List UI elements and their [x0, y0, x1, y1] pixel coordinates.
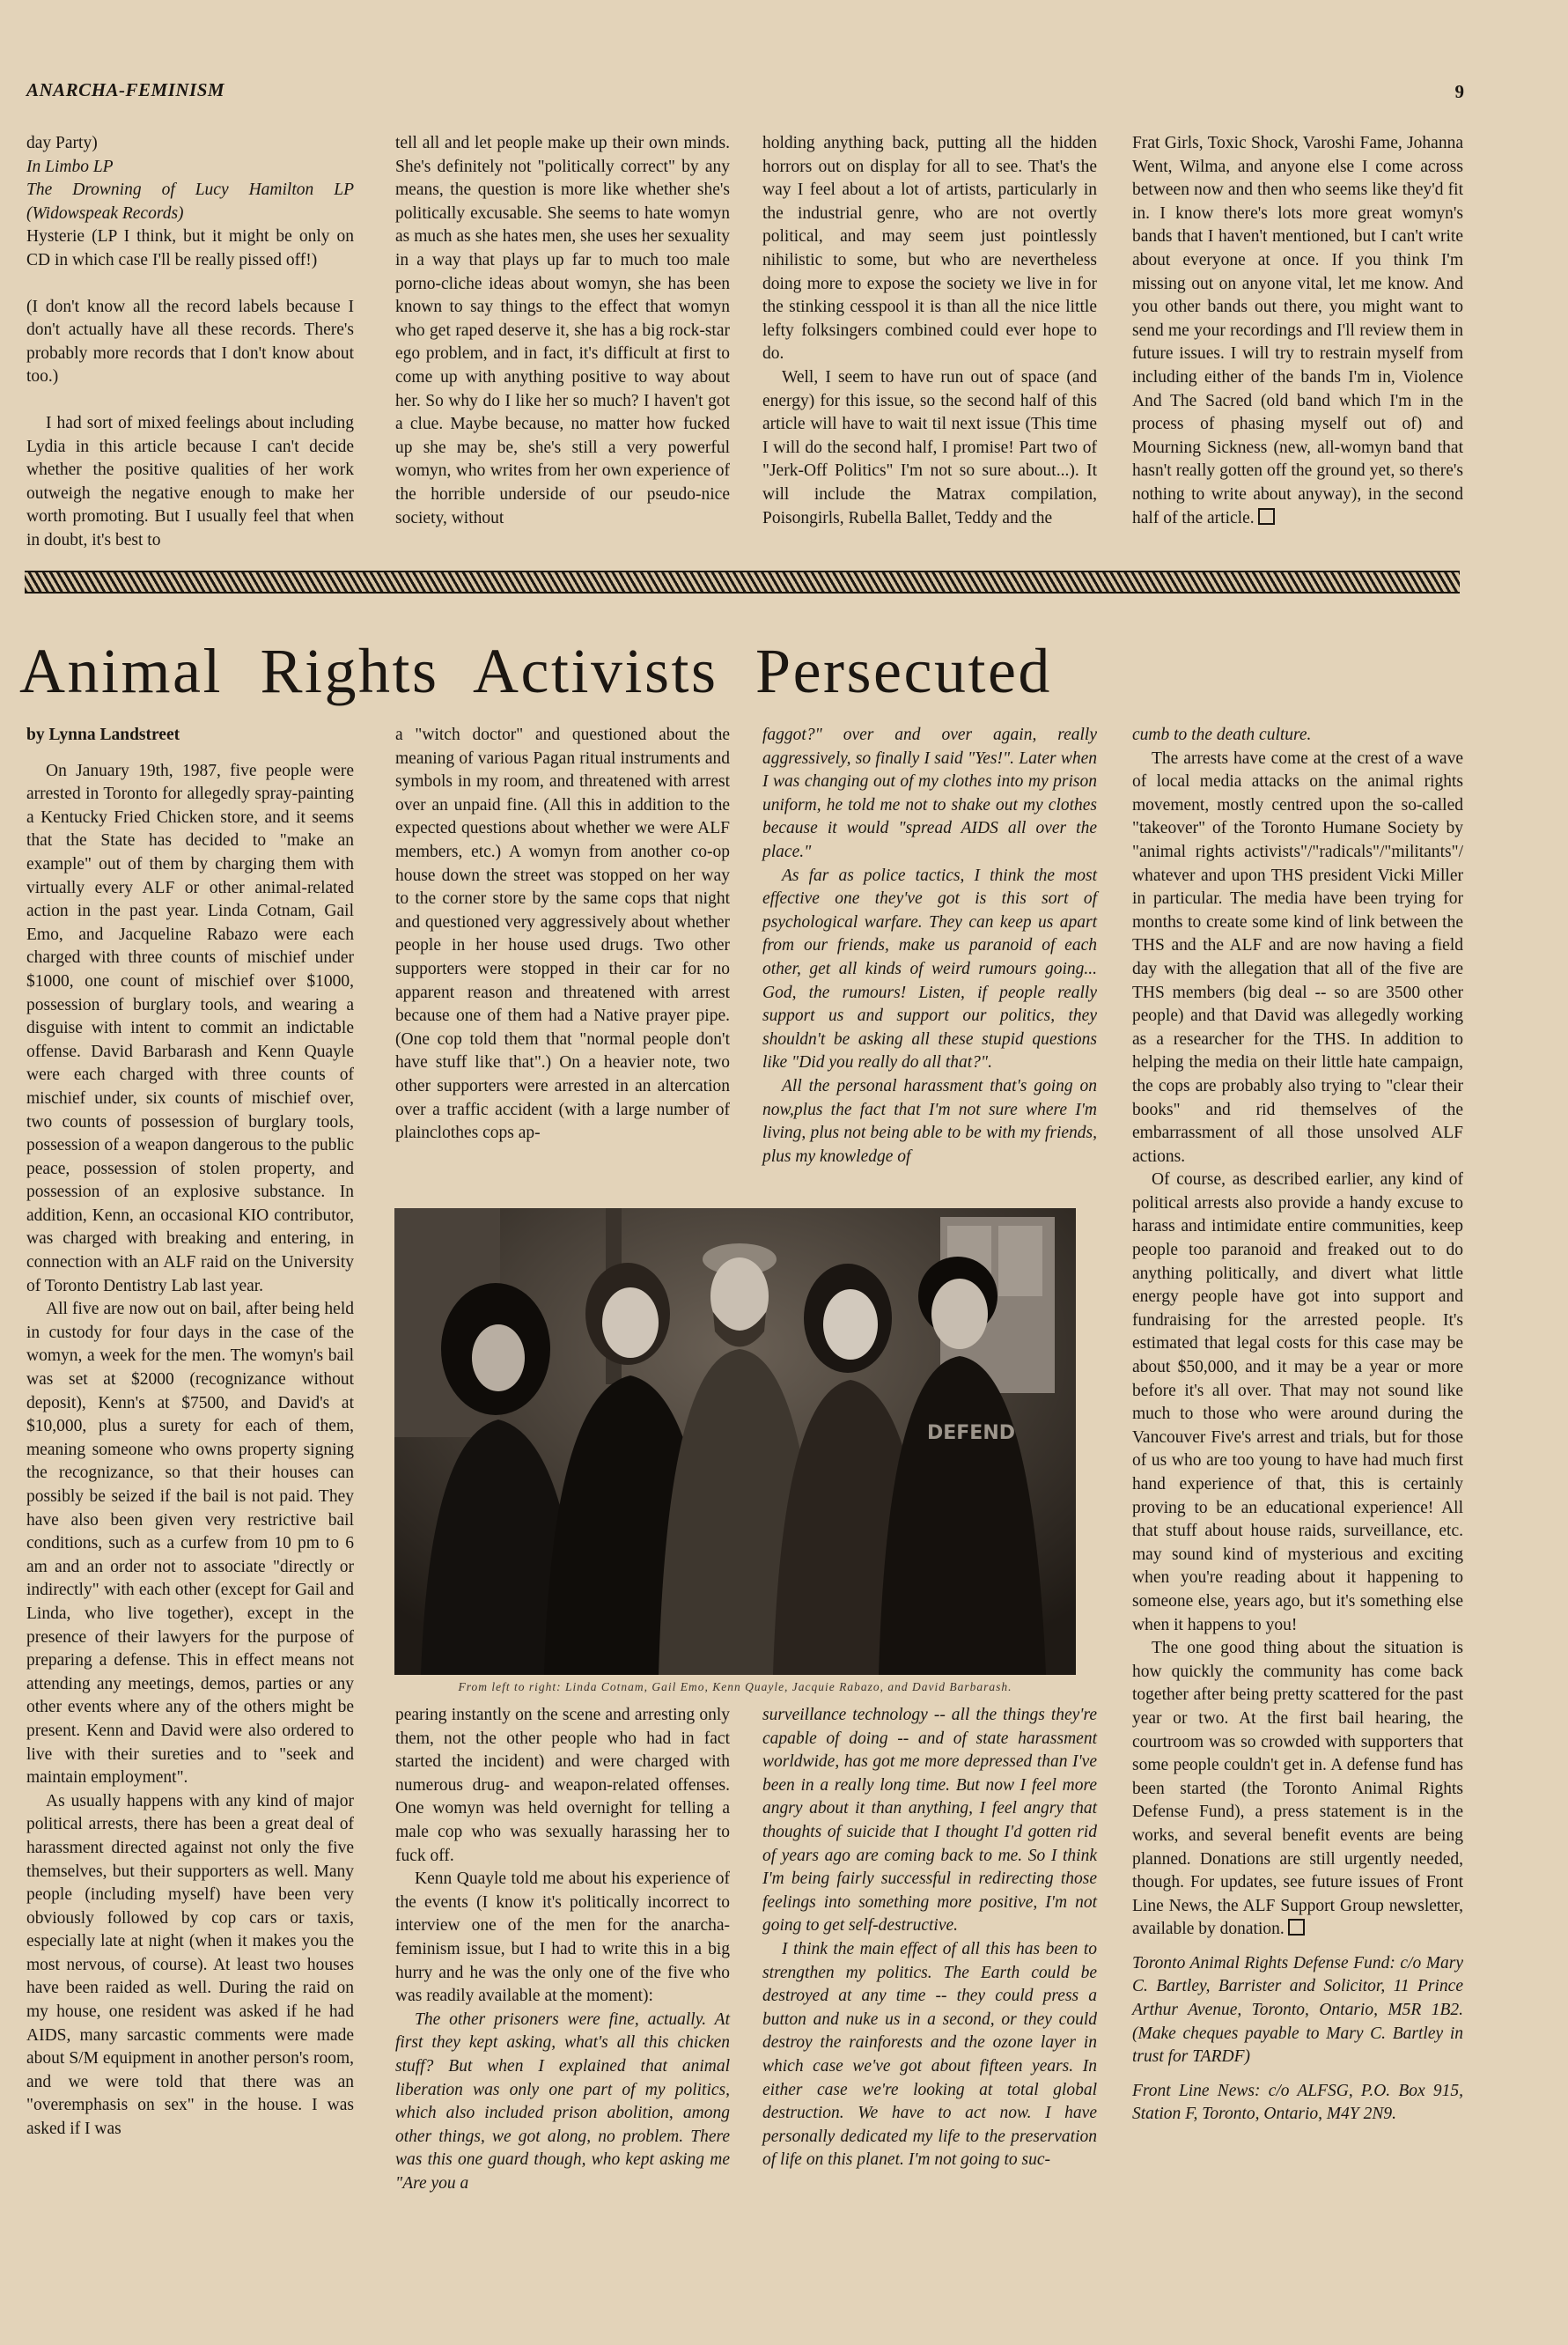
- paragraph: (I don't know all the record labels because I don't actually have all these records. There's probably more records that I don't know about too.): [26, 297, 354, 387]
- article-column-3-bottom: [762, 1704, 1097, 2172]
- headline: Animal Rights Activists Persecuted: [19, 636, 1052, 706]
- paragraph: On January 19th, 1987, five people were arrested in Toronto for allegedly spray-painting a Kentucky Fried Chicken store, and it seems that the State has decided to "make an example" out of them by charging them with virtually every ALF or other animal-related action in the past year. Linda Cotnam, Gail Emo, and Jacqueline Rabazo were each charged with three counts of mischief under $1000, one count of mischief over $1000, possession of burglary tools, and wearing a disguise with intent to commit an indictable offense. David Barbarash and Kenn Quayle were each charged with three counts of mischief under, six counts of mischief over, two counts of possession of burglary tools, possession of a weapon dangerous to the public peace, possession of stolen property, and possession of an explosive substance. In addition, Kenn, an occasional KIO contributor, was charged with breaking and entering, in connection with an ALF raid on the University of Toronto Dentistry Lab last year.: [26, 761, 354, 1295]
- paragraph: Well, I seem to have run out of space (and energy) for this issue, so the second half of this article will have to wait til next issue (This time I will do the second half, I promise! Part two of "Jerk-Off Politics" I'm not so sure about...). It will include the Matrax compilation, Poisongirls, Rubella Ballet, Teddy and the: [762, 367, 1097, 527]
- section-divider: [25, 571, 1460, 594]
- quote-paragraph: faggot?" over and over again, really aggressively, so finally I said "Yes!". Later when I was changing out of my clothes into my prison uniform, he told me not to shake out my clothes because it would "spread AIDS all over the place.": [762, 726, 1097, 861]
- article-column-4: [1132, 724, 1463, 2127]
- paragraph: [1132, 132, 1463, 530]
- quote-paragraph: cumb to the death culture.: [1132, 726, 1312, 744]
- paragraph: [1132, 1637, 1463, 1942]
- contact-address: Front Line News: c/o ALFSG, P.O. Box 915, Station F, Toronto, Ontario, M4Y 2N9.: [1132, 2081, 1463, 2124]
- paragraph: holding anything back, putting all the hidden horrors out on display for all to see. That's the way I feel about a lot of artists, particularly in the industrial genre, who are not overtly political, and may seem just pointlessly nihilistic to some, but who are nevertheless doing more to expose the society we live in for the stinking cesspool it is than all the nice little lefty folksingers combined could ever hope to do.: [762, 134, 1097, 364]
- shirt-text: DEFEND: [926, 1422, 1016, 1444]
- contact-address: Toronto Animal Rights Defense Fund: c/o Mary C. Bartley, Barrister and Solicitor, 11 Prince Arthur Avenue, Toronto, Ontario, M5R 1B2. (Make cheques payable to Mary C. Bartley in trust for TARDF): [1132, 1953, 1463, 2067]
- quote-paragraph: All the personal harassment that's going on now,plus the fact that I'm not sure where I'm living, plus not being able to be with my friends, plus my knowledge of: [762, 1076, 1097, 1166]
- paragraph: The arrests have come at the crest of a wave of local media attacks on the animal rights movement, mostly centred upon the so-called "takeover" of the Toronto Humane Society by "animal rights activists"/"radicals"/"militants"/ whatever and upon THS president Vicki Miller in particular. The media have been trying for months to create some kind of link between the THS and the ALF and are now having a field day with the allegation that all of the five are THS members (big deal -- so are 3500 other people) and that David was allegedly working as a researcher for the THS. In addition to helping the media on their little hate campaign, the cops are probably also trying to "clear their books" and rid themselves of the embarrassment of all those unsolved ALF actions.: [1132, 748, 1463, 1166]
- paragraph: All five are now out on bail, after being held in custody for four days in the case of the womyn, a week for the men. The womyn's bail was set at $2000 (recognizance without deposit), Kenn's at $7500, and David's at $10,000, plus a surety for each of them, meaning someone who owns property signing the recognizance, so that their houses can possibly be seized if the bail is not paid. They have also been given very restrictive bail conditions, such as a curfew from 10 pm to 6 am and an order not to associate "directly or indirectly" with each other (except for Gail and Linda, who live together), except in the presence of their lawyers for the purpose of preparing a defense. This in effect means not attending any meetings, demos, parties or any other events where any of the others might be present. Kenn and David were also ordered to live with their sureties and to "seek and maintain employment".: [26, 1300, 354, 1788]
- quote-paragraph: surveillance technology -- all the things they're capable of doing -- and of state harassment worldwide, has got me more depressed than I've been in a really long time. But now I feel more angry about it than anything, I feel angry that thoughts of suicide that I thought I'd gotten rid of years ago are coming back to me. So I think I'm being fairly successful in redirecting those feelings into something more positive, I'm not going to get self-destructive.: [762, 1706, 1097, 1936]
- paragraph: As usually happens with any kind of major political arrests, there has been a great deal of harassment directed against not only the five themselves, but their supporters as well. Many people (including myself) have been very obviously followed by cop cars or taxis, especially late at night (when it makes you the most nervous, of course). At least two houses have been raided as well. During the raid on my house, one resident was asked if he had AIDS, many sarcastic comments were made about S/M equipment in another person's room, and we were told that there was an "overemphasis on sex" in the house. I was asked if I was: [26, 1791, 354, 2139]
- top-column-2: [395, 132, 730, 530]
- photo-caption: From left to right: Linda Cotnam, Gail Emo, Kenn Quayle, Jacquie Rabazo, and David Barbarash.: [458, 1680, 1012, 1693]
- article-column-3-top: [762, 724, 1097, 1169]
- article-column-2-bottom: [395, 1704, 730, 2195]
- paragraph: Of course, as described earlier, any kind of political arrests also provide a handy excuse to harass and intimidate entire communities, keep people too paranoid and freaked out to do anything politically, and divert what little energy people have got into support and fundraising for the arrested people. It's estimated that legal costs for this case may be about $50,000, and it may be a year or more before it's all over. That may not sound like much to those who were around during the Vancouver Five's arrest and trials, but for those of us who are too young to have had much first hand experience of that, this is certainly proving to be an educational experience! All that stuff about house raids, surveillance, etc. may sound kind of mysterious and exciting when you're reading about it happening to someone else, years ago, but it's something else when it happens to you!: [1132, 1170, 1463, 1634]
- article-column-2-top: [395, 724, 730, 1146]
- paragraph: pearing instantly on the scene and arresting only them, not the other people who had in fact started the incident) and were charged with numerous drug- and weapon-related offenses. One womyn was held overnight for telling a male cop who was sexually harassing her to fuck off.: [395, 1706, 730, 1865]
- group-photo: [394, 1208, 1076, 1675]
- paragraph: I had sort of mixed feelings about including Lydia in this article because I can't decide whether the positive qualities of her work outweigh the negative enough to make her worth promoting. But I usually feel that when in doubt, it's best to: [26, 413, 354, 549]
- page-number: 9: [1454, 81, 1464, 102]
- quote-paragraph: The other prisoners were fine, actually. At first they kept asking, what's all this chicken stuff? But when I explained that animal liberation was only one part of my politics, which also included prison abolition, among other things, we got along, no problem. There was this one guard though, who kept asking me "Are you a: [395, 2009, 730, 2193]
- byline: by Lynna Landstreet: [26, 726, 180, 744]
- end-mark-box-icon: [1288, 1919, 1305, 1936]
- end-text: Frat Girls, Toxic Shock, Varoshi Fame, Johanna Went, Wilma, and anyone else I come across between now and then who seems like they'd fit in. I know there's lots more great womyn's bands that I haven't mentioned, but I can't write about everyone at once. If you think I'm missing out on anyone vital, let me know. And you other bands out there, you might want to send me your recordings and I'll review them in future issues. I will try to restrain myself from including either of the bands I'm in, Violence And The Sacred (old band which I'm in the process of phasing myself out of) and Mourning Sickness (new, all-womyn band that hasn't really gotten off the ground yet, so there's nothing to write about anyway), in the second half of the article.: [1132, 134, 1463, 527]
- top-column-3: [762, 132, 1097, 530]
- record-title: Hysterie (LP I think, but it might be only on CD in which case I'll be really pissed off!): [26, 227, 354, 269]
- top-column-4: [1132, 132, 1463, 530]
- record-title: day Party): [26, 134, 98, 152]
- paragraph: Kenn Quayle told me about his experience of the events (I know it's politically incorrect to interview one of the men for the anarcha-feminism issue, but I had to write this in a big hurry and he was the only one of the five who was readily available at the moment):: [395, 1869, 730, 2006]
- end-text: The one good thing about the situation is how quickly the community has come back together after being pretty scattered for the past year or two. At the first bail hearing, the courtroom was so crowded with supporters that some people couldn't get in. A defense fund has been started (the Toronto Animal Rights Defense Fund), a press statement is in the works, and several benefit events are being planned. Donations are still urgently needed, though. For updates, see future issues of Front Line News, the ALF Support Group newsletter, available by donation.: [1132, 1639, 1463, 1939]
- end-mark-box-icon: [1258, 508, 1275, 525]
- record-title: The Drowning of Lucy Hamilton LP (Widowspeak Records): [26, 181, 354, 223]
- paragraph: tell all and let people make up their own minds. She's definitely not "politically correct" by any means, the question is more like whether she's politically excusable. She seems to hate womyn as much as she hates men, she uses her sexuality in a way that plays up far to much too male porno-cliche ideas about womyn, she has been known to say things to the effect that womyn who get raped deserve it, she has a big rock-star ego problem, and in fact, it's difficult at first to come up with anything positive to way about her. So why do I like her so much? I haven't got a clue. Maybe because, no matter how fucked up she may be, she's still a very powerful womyn, who writes from her own experience of the horrible underside of our pseudo-nice society, without: [395, 134, 730, 527]
- quote-paragraph: I think the main effect of all this has been to strengthen my politics. The Earth could be destroyed at any time -- they could press a button and nuke us in a second, or they could destroy the rainforests and the ozone layer in which case we've got about fifteen years. In either case we're looking at total global destruction. We have to act now. I have personally dedicated my life to the preservation of life on this planet. I'm not going to suc-: [762, 1939, 1097, 2170]
- quote-paragraph: As far as police tactics, I think the most effective one they've got is this sort of psychological warfare. They can keep us apart from our friends, make us paranoid of each other, get all kinds of weird rumours going... God, the rumours! Listen, if people really support us and support our politics, they shouldn't be asking all these stupid questions like "Did you really do all that?".: [762, 866, 1097, 1073]
- section-header: ANARCHA-FEMINISM: [26, 79, 225, 100]
- article-column-1: [26, 724, 354, 2142]
- paragraph: a "witch doctor" and questioned about the meaning of various Pagan ritual instruments and symbols in my room, and threatened with arrest over an unpaid fine. (All this in addition to the expected questions about whether we were ALF members, etc.) A womyn from another co-op house down the street was stopped on her way to the corner store by the same cops that night and questioned very aggressively about whether people in her house used drugs. Two other supporters were stopped in their car for no apparent reason and threatened with arrest because one of them had a Native prayer pipe. (One cop told them that "normal people don't have stuff like that".) On a heavier note, two other supporters were arrested in an altercation over a traffic accident (with a large number of plainclothes cops ap-: [395, 726, 730, 1143]
- record-title: In Limbo LP: [26, 157, 114, 176]
- top-column-1: [26, 132, 354, 553]
